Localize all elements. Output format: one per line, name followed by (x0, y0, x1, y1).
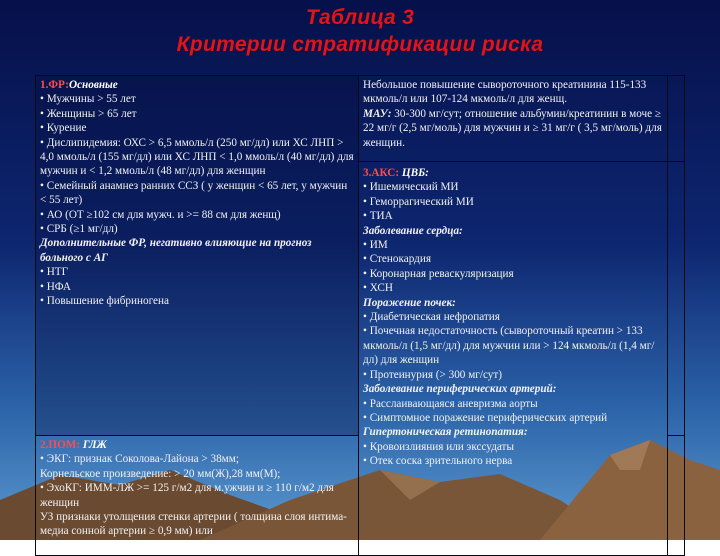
cell-associated-conditions (359, 162, 668, 556)
list-item: • ИМ (363, 238, 663, 252)
list-item: • СРБ (≥1 мг/дл) (40, 222, 354, 236)
creatinine-text: Небольшое повышение сывороточного креатинина 115-133 мкмоль/л или 107-124 мкмоль/л для женщ. (363, 79, 647, 106)
list-item: • Геморрагический МИ (363, 195, 663, 209)
cell-empty (668, 162, 685, 436)
list-item: • Стенокардия (363, 252, 663, 266)
cell-kidney-markers (359, 76, 668, 162)
subheading-heart: Заболевание сердца: (363, 224, 463, 237)
list-item: • Коронарная реваскуляризация (363, 267, 663, 281)
section-heading-risk-factors: 1.ФР:Основные (40, 79, 118, 91)
list-item: • Расслаивающаяся аневризма аорты (363, 397, 663, 411)
list-item: • Почечная недостаточность (сывороточный креатин > 133 мкмоль/л (1,5 мг/дл) для мужчин или > 124 мкмоль/л (1,4 мг/дл) для женщин (363, 324, 663, 367)
list-item: • Кровоизлияния или экссудаты (363, 440, 663, 454)
list-item: • ЭКГ: признак Соколова-Лайона > 38мм; (40, 452, 354, 466)
section-heading-target-organ-damage: 2.ПОМ: ГЛЖ (40, 439, 107, 451)
slide-title: Таблица 3 (305, 6, 415, 29)
cell-target-organ-damage (36, 436, 359, 556)
cell-empty (668, 436, 685, 556)
cell-risk-factors (36, 76, 359, 436)
list-item: • Симптомное поражение периферических артерий (363, 411, 663, 425)
list-item: • ХСН (363, 281, 663, 295)
list-item: • Ишемический МИ (363, 180, 663, 194)
list-item: • Повышение фибриногена (40, 294, 354, 308)
list-item: Корнельское произведение: > 20 мм(Ж),28 мм(М); (40, 467, 281, 480)
list-item: • Мужчины > 55 лет (40, 92, 354, 106)
section-heading-associated-conditions: 3.АКС: ЦВБ: (363, 167, 429, 179)
list-item: • Протеинурия (> 300 мг/сут) (363, 368, 663, 382)
list-item: • Диабетическая нефропатия (363, 310, 663, 324)
mau-text: МАУ: 30-300 мг/сут; отношение альбумин/креатинин в моче ≥ 22 мг/г (2,5 мг/моль) для мужчин и ≥ 31 мг/г ( 3,5 мг/моль) для женщин. (363, 107, 662, 149)
list-item: • НТГ (40, 265, 354, 279)
list-item: • Женщины > 65 лет (40, 107, 354, 121)
list-item: • ЭхоКГ: ИММ-ЛЖ >= 125 г/м2 для м.ужчин и ≥ 110 г/м2 для женщин (40, 481, 354, 510)
list-item: • НФА (40, 280, 354, 294)
list-item: • Дислипидемия: ОХС > 6,5 ммоль/л (250 мг/дл) или ХС ЛНП > 4,0 ммоль/л (155 мг/дл) или ХС ЛНП < 1,0 ммоль/л (40 мг/дл) для мужчин и < 1,2 ммоль/л (48 мг/дл) для женщин (40, 136, 354, 179)
subheading-peripheral: Заболевание периферических артерий: (363, 383, 557, 396)
slide-subtitle: Критерии стратификации риска (176, 33, 544, 56)
subheading-kidney: Поражение почек: (363, 296, 456, 309)
list-item: • Курение (40, 121, 354, 135)
risk-stratification-table (35, 75, 685, 556)
list-item: • Семейный анамнез ранних ССЗ ( у женщин < 65 лет, у мужчин < 55 лет) (40, 179, 354, 208)
list-item: • АО (ОТ ≥102 см для мужч. и >= 88 см для женщ) (40, 208, 354, 222)
cell-empty (668, 76, 685, 162)
list-item: УЗ признаки утолщения стенки артерии ( толщина слоя интима-медиа сонной артерии ≥ 0,9 мм) или (40, 511, 347, 538)
subheading-additional-factors: Дополнительные ФР, негативно влияющие на прогноз больного с АГ (40, 237, 312, 264)
list-item: • ТИА (363, 209, 663, 223)
list-item: • Отек соска зрительного нерва (363, 454, 663, 468)
subheading-retinopathy: Гипертоническая ретинопатия: (363, 426, 528, 439)
